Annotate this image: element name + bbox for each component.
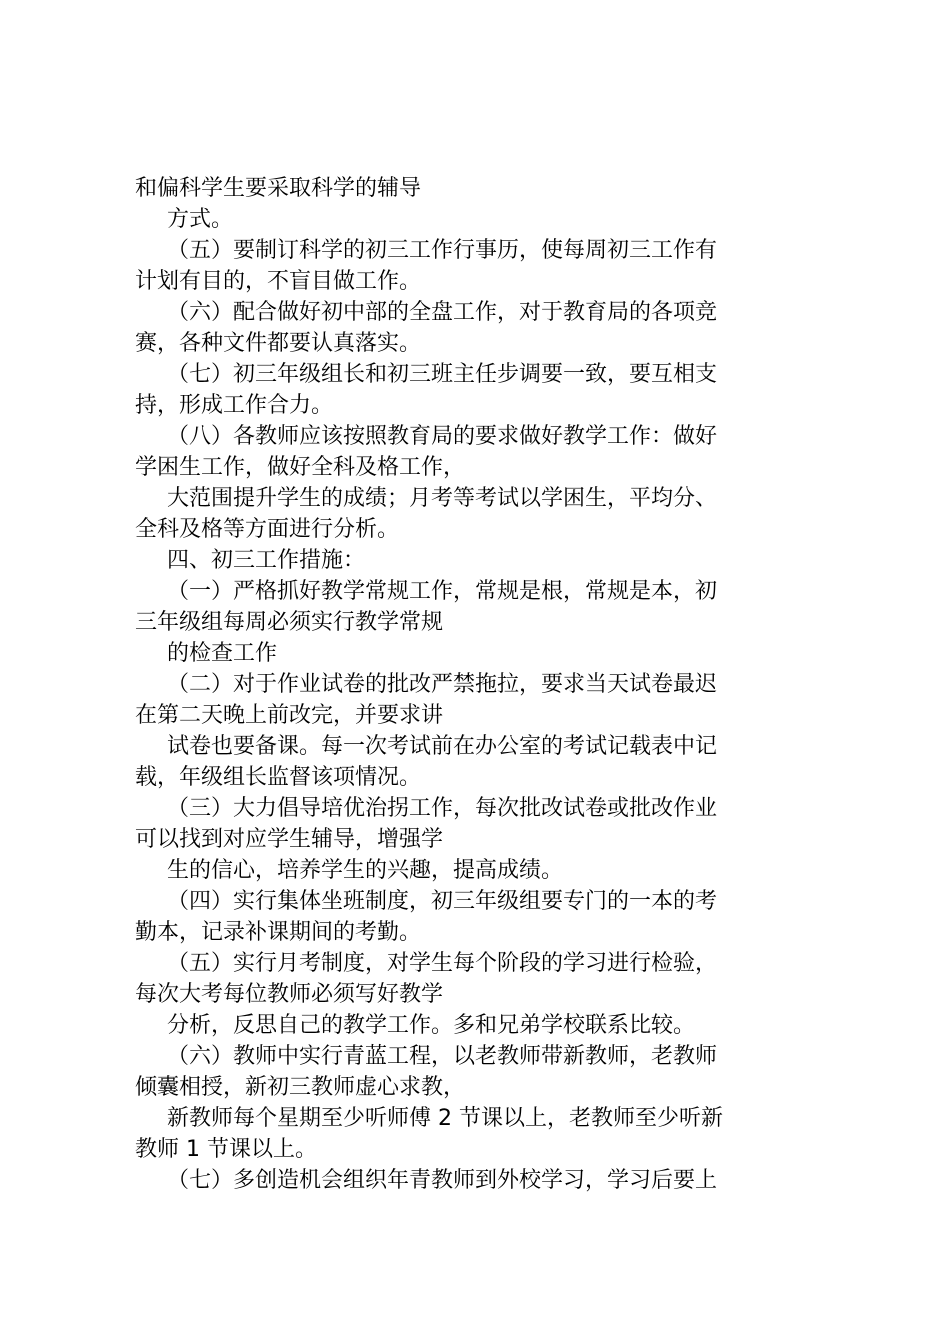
text-line: 在第二天晚上前改完，并要求讲	[135, 703, 444, 728]
text-line: （三）大力倡导培优治拐工作，每次批改试卷或批改作业	[167, 796, 718, 821]
text-line: 大范围提升学生的成绩；月考等考试以学困生，平均分、	[167, 486, 718, 511]
text-line: 生的信心，培养学生的兴趣，提高成绩。	[167, 858, 564, 883]
text-line: （七）多创造机会组织年青教师到外校学习，学习后要上	[167, 1168, 718, 1193]
text-line: 持，形成工作合力。	[135, 393, 334, 418]
text-line: （五）要制订科学的初三工作行事历，使每周初三工作有	[167, 238, 718, 263]
text-line: 可以找到对应学生辅导，增强学	[135, 827, 444, 852]
text-line: （七）初三年级组长和初三班主任步调要一致，要互相支	[167, 362, 718, 387]
text-line: 教师 1 节课以上。	[135, 1137, 317, 1162]
text-line: （六）配合做好初中部的全盘工作，对于教育局的各项竞	[167, 300, 718, 325]
text-line: 试卷也要备课。每一次考试前在办公室的考试记载表中记	[167, 734, 718, 759]
text-line: 方式。	[167, 207, 234, 232]
text-line: （六）教师中实行青蓝工程，以老教师带新教师，老教师	[167, 1044, 718, 1069]
text-line: 计划有目的，不盲目做工作。	[135, 269, 422, 294]
text-line: 的检查工作	[167, 641, 278, 666]
text-line: 赛，各种文件都要认真落实。	[135, 331, 422, 356]
text-line: （一）严格抓好教学常规工作，常规是根，常规是本，初	[167, 579, 718, 604]
text-line: 勤本，记录补课期间的考勤。	[135, 920, 422, 945]
text-line: （五）实行月考制度，对学生每个阶段的学习进行检验，	[167, 951, 718, 976]
text-line: 和偏科学生要采取科学的辅导	[135, 176, 422, 201]
text-line: 新教师每个星期至少听师傅 2 节课以上，老教师至少听新	[167, 1106, 723, 1131]
text-line: 载，年级组长监督该项情况。	[135, 765, 422, 790]
text-line: 全科及格等方面进行分析。	[135, 517, 400, 542]
text-line: （八）各教师应该按照教育局的要求做好教学工作：做好	[167, 424, 718, 449]
text-line: （二）对于作业试卷的批改严禁拖拉，要求当天试卷最迟	[167, 672, 718, 697]
text-line: 三年级组每周必须实行教学常规	[135, 610, 444, 635]
text-line: 分析，反思自己的教学工作。多和兄弟学校联系比较。	[167, 1013, 696, 1038]
text-line: 四、初三工作措施：	[167, 548, 366, 573]
text-line: 倾囊相授，新初三教师虚心求教，	[135, 1075, 466, 1100]
document-body	[135, 173, 815, 1196]
text-line: 每次大考每位教师必须写好教学	[135, 982, 444, 1007]
text-line: （四）实行集体坐班制度，初三年级组要专门的一本的考	[167, 889, 718, 914]
text-line: 学困生工作，做好全科及格工作，	[135, 455, 466, 480]
